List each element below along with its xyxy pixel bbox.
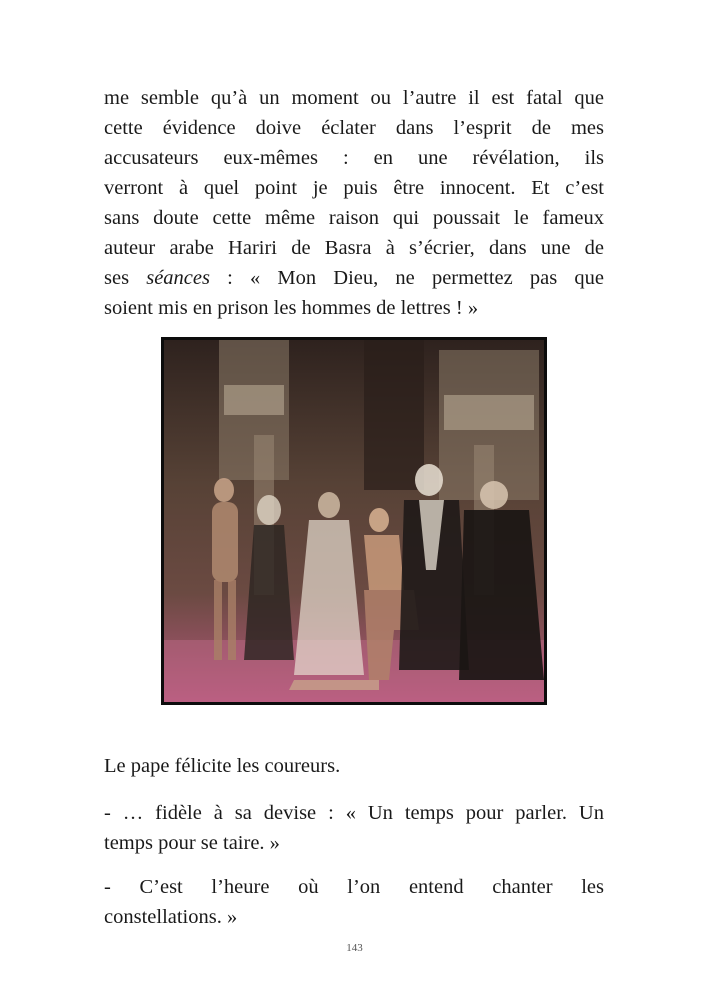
text-line: - C’est l’heure où l’on entend chanter les bbox=[104, 876, 604, 898]
text-line: auteur arabe Hariri de Basra à s’écrier, dans une de bbox=[104, 237, 604, 259]
dialogue-paragraph bbox=[104, 872, 604, 932]
photo-illustration bbox=[164, 340, 544, 702]
text-line: constellations. » bbox=[104, 906, 238, 928]
text-line: cette évidence doive éclater dans l’esprit de mes bbox=[104, 117, 604, 139]
page-number: 143 bbox=[346, 942, 363, 954]
italic-term: séances bbox=[146, 267, 210, 289]
text-line: soient mis en prison les hommes de lettres ! » bbox=[104, 297, 479, 319]
text-line: sans doute cette même raison qui poussait le fameux bbox=[104, 207, 604, 229]
body-paragraph bbox=[104, 83, 604, 323]
text-line: me semble qu’à un moment ou l’autre il est fatal que bbox=[104, 87, 604, 109]
text-line bbox=[104, 263, 604, 293]
caption-paragraph bbox=[104, 751, 604, 781]
text-line: accusateurs eux-mêmes : en une révélation, ils bbox=[104, 147, 604, 169]
dialogue-paragraph bbox=[104, 798, 604, 858]
text-line: temps pour se taire. » bbox=[104, 832, 280, 854]
text-line: - … fidèle à sa devise : « Un temps pour parler. Un bbox=[104, 802, 604, 824]
text-line: verront à quel point je puis être innocent. Et c’est bbox=[104, 177, 604, 199]
text-segment: ses bbox=[104, 267, 147, 289]
caption-text: Le pape félicite les coureurs. bbox=[104, 755, 341, 777]
text-segment: : « Mon Dieu, ne permettez pas que bbox=[209, 267, 604, 289]
stage-photograph bbox=[161, 337, 547, 705]
